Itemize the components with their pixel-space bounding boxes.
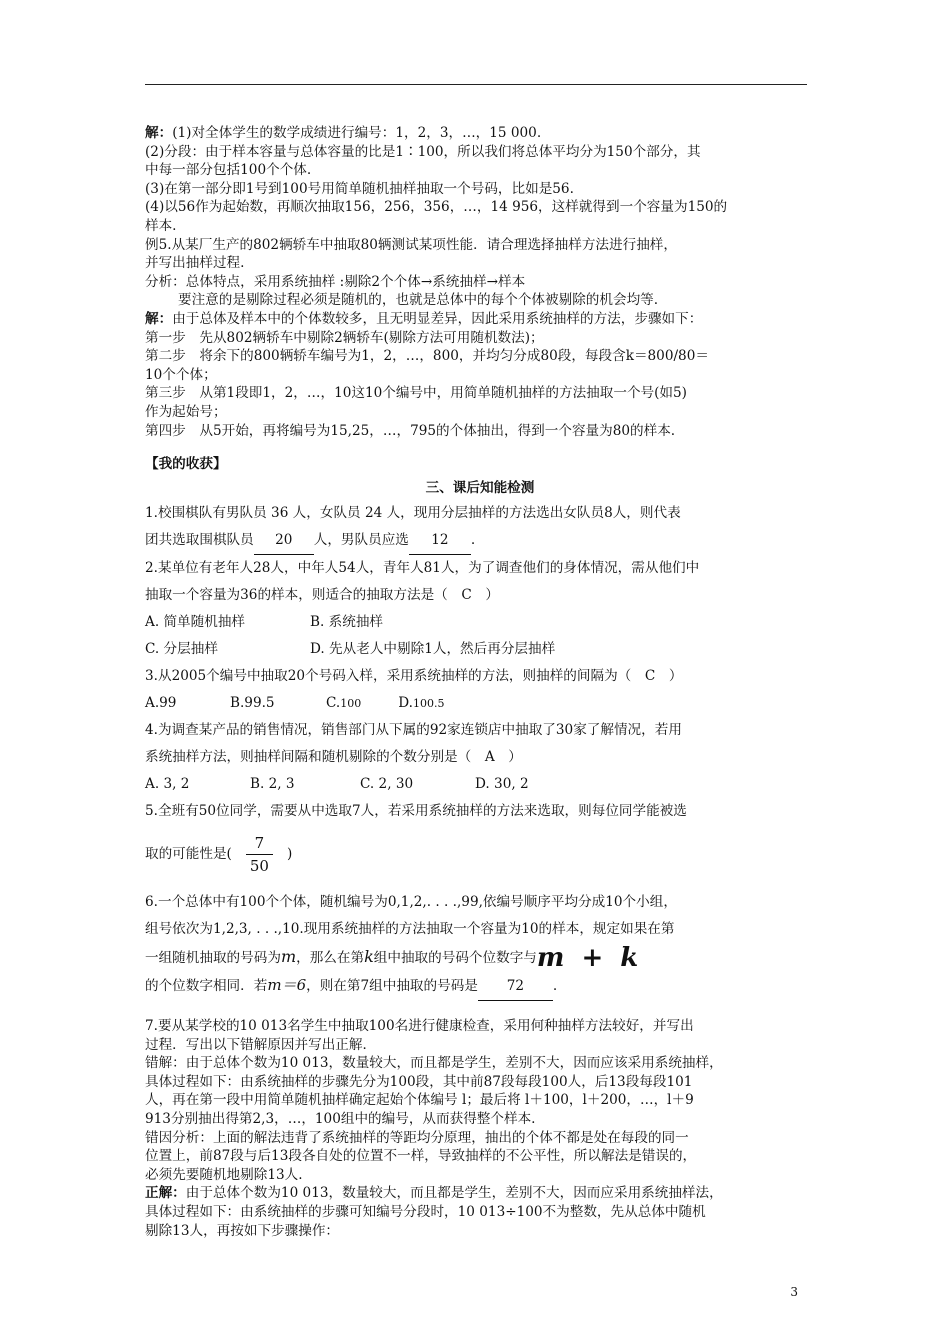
q1-line: 团共选取围棋队员 20 人，男队员应选 12 .	[145, 527, 815, 555]
text-line: 具体过程如下：由系统抽样的步骤可知编号分段时，10 013÷100不为整数，先从总体中随机	[145, 1203, 706, 1220]
text-line: 样本.	[145, 217, 177, 234]
fraction: $\frac{7}{50}$	[246, 832, 273, 877]
answer-blank: 12	[409, 527, 471, 555]
text-line: 位置上，前87段与后13段各自处的位置不一样，导致抽样的不公平性，所以解法是错误的，	[145, 1148, 697, 1165]
text-line: 10个个体；	[145, 366, 217, 383]
text-line: 具体过程如下：由系统抽样的步骤先分为100段，其中前87段每段100人，后13段每段101	[145, 1073, 693, 1090]
q5-line: 5.全班有50位同学，需要从中选取7人，若采用系统抽样的方法来选取，则每位同学能被选	[145, 803, 687, 819]
q2-line: 2.某单位有老年人28人，中年人54人，青年人81人，为了调查他们的身体情况，需从他们中	[145, 560, 700, 576]
header-rule	[145, 84, 807, 85]
solution-block	[145, 124, 815, 440]
section-title: 三、课后知能检测	[425, 480, 535, 496]
text-line: 正解：由于总体个数为10 013，数量较大，而且都是学生，差别不大，因而应采用系统抽样法，	[145, 1185, 723, 1202]
text-line: 分析：总体特点，采用系统抽样 :剔除2个个体→系统抽样→样本	[145, 273, 526, 290]
q2-options: C. 分层抽样 D. 先从老人中剔除1人，然后再分层抽样	[145, 641, 556, 657]
q6-line: 一组随机抽取的号码为m，那么在第k组中抽取的号码个位数字与m + k	[145, 943, 643, 973]
text-line: 中每一部分包括100个个体.	[145, 162, 312, 179]
text-line: (2)分段：由于样本容量与总体容量的比是1∶100，所以我们将总体平均分为150个部分，其	[145, 143, 701, 160]
q4-options: A. 3, 2 B. 2, 3 C. 2, 30 D. 30, 2	[145, 776, 529, 792]
q2-line: 抽取一个容量为36的样本，则适合的抽取方法是（ C ）	[145, 587, 499, 603]
q5-line: 取的可能性是( $\frac{7}{50}$ )	[145, 834, 293, 875]
q1-line: 1.校围棋队有男队员 36 人，女队员 24 人，现用分层抽样的方法选出女队员8人，则代表	[145, 505, 681, 521]
q3-options: A.99 B.99.5 C.100 D.100.5	[145, 695, 445, 711]
q7-block	[145, 1017, 815, 1240]
text-line: 7.要从某学校的10 013名学生中抽取100名进行健康检查，采用何种抽样方法较好，并写出	[145, 1018, 694, 1034]
text-line: (4)以56作为起始数，再顺次抽取156，256，356，…，14 956，这样就得到一个容量为150的	[145, 199, 728, 216]
text-line: 人，再在第一段中用简单随机抽样确定起始个体编号 l；最后将 l＋100，l＋200，…，l＋9	[145, 1092, 694, 1109]
text-line: 错解：由于总体个数为10 013，数量较大，而且都是学生，差别不大，因而应该采用系统抽样，	[145, 1055, 723, 1072]
text-line: 第一步 先从802辆轿车中剔除2辆轿车(剔除方法可用随机数法)；	[145, 329, 544, 346]
text-line: 剔除13人，再按如下步骤操作：	[145, 1222, 340, 1239]
text-line: 例5.从某厂生产的802辆轿车中抽取80辆测试某项性能．请合理选择抽样方法进行抽样，	[145, 236, 677, 253]
math-expression: m + k	[536, 943, 643, 973]
text-line: 过程．写出以下错解原因并写出正解．	[145, 1036, 377, 1053]
text-line: 解：(1)对全体学生的数学成绩进行编号：1，2，3，…，15 000.	[145, 125, 542, 141]
answer-blank: 72	[478, 973, 553, 1001]
text-line: 第四步 从5开始，再将编号为15,25，…，795的个体抽出，得到一个容量为80的样本.	[145, 422, 676, 439]
text-line: 要注意的是剔除过程必须是随机的，也就是总体中的每个个体被剔除的机会均等.	[178, 292, 659, 309]
page-number: 3	[790, 1285, 798, 1299]
q6-line: 6.一个总体中有100个个体，随机编号为0,1,2,. . . .,99,依编号顺序平均分成10个小组，	[145, 894, 677, 910]
q4-line: 系统抽样方法，则抽样间隔和随机剔除的个数分别是（ A ）	[145, 749, 522, 765]
q4-line: 4.为调查某产品的销售情况，销售部门从下属的92家连锁店中抽取了30家了解情况，若用	[145, 722, 682, 738]
text-line: 第三步 从第1段即1，2，…，10这10个编号中，用简单随机抽样的方法抽取一个号(如5)	[145, 385, 687, 402]
q6-line: 的个位数字相同．若m＝6，则在第7组中抽取的号码是 72 .	[145, 972, 815, 1001]
text-line: 作为起始号；	[145, 403, 227, 420]
text-line: 并写出抽样过程.	[145, 255, 245, 272]
text-line: 解：由于总体及样本中的个体数较多，且无明显差异，因此采用系统抽样的方法，步骤如下：	[145, 310, 703, 327]
questions-block	[145, 500, 815, 1001]
text-line: 必须先要随机地剔除13人.	[145, 1166, 303, 1183]
text-line: 第二步 将余下的800辆轿车编号为1，2，…，800，并均匀分成80段，每段含k＝800/80＝	[145, 348, 709, 365]
answer-blank: 20	[254, 527, 314, 555]
text-line: 错因分析：上面的解法违背了系统抽样的等距均分原理，抽出的个体不都是处在每段的同一	[145, 1129, 689, 1146]
text-line: 913分别抽出得第2,3，…，100组中的编号，从而获得整个样本.	[145, 1110, 536, 1127]
q3-line: 3.从2005个编号中抽取20个号码入样，采用系统抽样的方法，则抽样的间隔为（ C ）	[145, 668, 683, 684]
q2-options: A. 简单随机抽样 B. 系统抽样	[145, 614, 384, 630]
harvest-heading: 【我的收获】	[145, 456, 227, 472]
text-line: (3)在第一部分即1号到100号用简单随机抽样抽取一个号码，比如是56.	[145, 180, 574, 197]
q6-line: 组号依次为1,2,3, . . .,10.现用系统抽样的方法抽取一个容量为10的样本，规定如果在第	[145, 921, 675, 937]
